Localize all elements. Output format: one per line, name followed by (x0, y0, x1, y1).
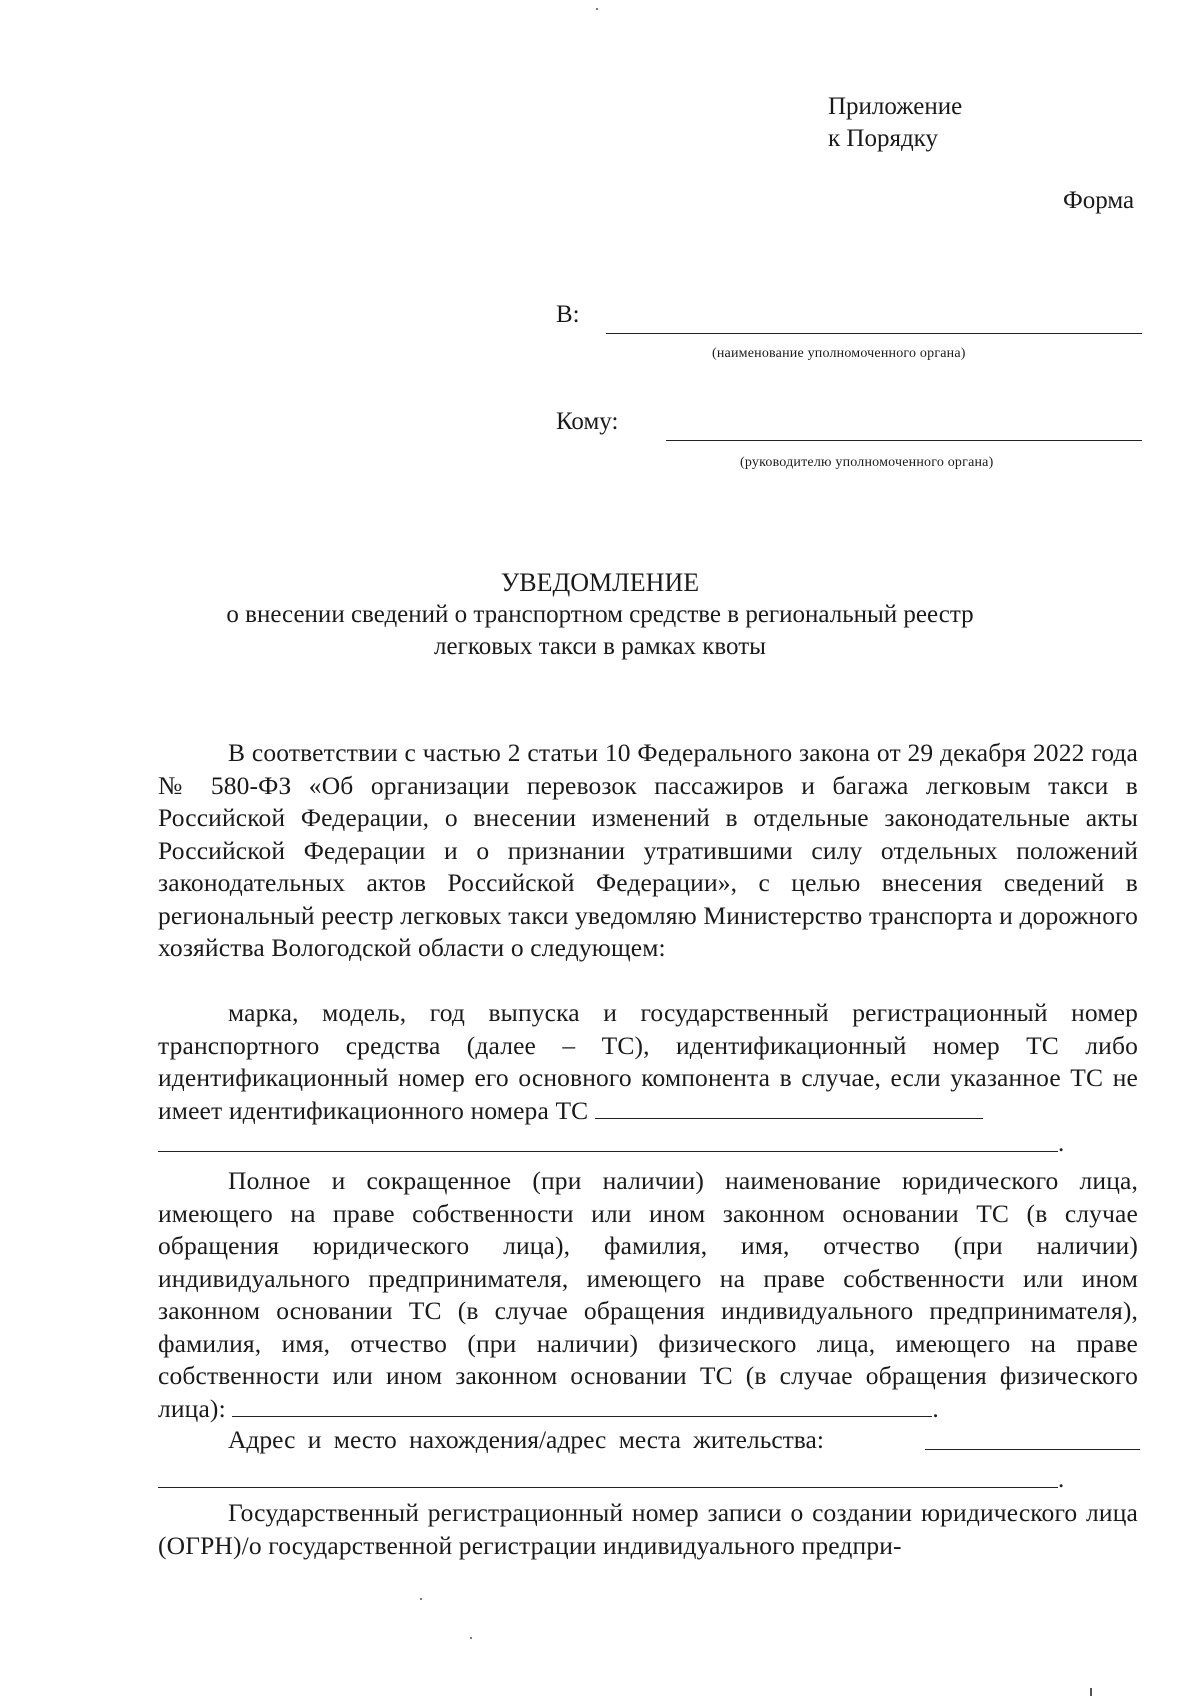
address-label: Адрес и место нахождения/адрес места жительства: (228, 1425, 824, 1454)
scan-speck (420, 1598, 422, 1600)
ogrn-text: Государственный регистрационный номер записи о создании юридического лица (ОГРН)/о государственной регистрации индивидуального предпри- (158, 1498, 1138, 1560)
scan-speck (596, 8, 598, 10)
whom-field-hint: (руководителю уполномоченного органа) (740, 455, 994, 470)
document-title: УВЕДОМЛЕНИЕ (500, 568, 700, 597)
owner-info-field[interactable] (232, 1394, 932, 1417)
address-field-continuation[interactable] (158, 1487, 1058, 1488)
owner-info-end: . (932, 1393, 939, 1423)
appendix-reference: к Порядку (828, 125, 938, 152)
intro-text: В соответствии с частью 2 статьи 10 Федерального закона от 29 декабря 2022 года № 580-ФЗ «Об организации перевозок пассажиров и багажа легковым такси в Российской Федерации, о внесении изменений в отдельные законодательные акты Российской Федерации и о признании утратившими силу отдельных положений законодательных актов Российской Федерации», с целью внесения сведений в региональный реестр легковых такси уведомляю Министерство транспорта и дорожного хозяйства Вологодской области о следующем: (158, 738, 1138, 962)
to-label: В: (556, 301, 580, 328)
whom-label: Кому: (556, 408, 619, 435)
to-field-hint: (наименование уполномоченного органа) (712, 346, 966, 361)
document-subtitle-line1: о внесении сведений о транспортном средстве в региональный реестр (226, 601, 974, 628)
intro-paragraph (158, 737, 1138, 965)
scan-speck (1090, 1688, 1092, 1696)
vehicle-info-end: . (1058, 1130, 1065, 1157)
address-field[interactable] (925, 1449, 1140, 1450)
vehicle-info-field[interactable] (595, 1096, 983, 1119)
scan-speck (470, 1637, 472, 1639)
address-end: . (1058, 1466, 1065, 1493)
vehicle-info-field-continuation[interactable] (158, 1151, 1058, 1152)
to-field-line[interactable] (606, 333, 1142, 334)
ogrn-paragraph (158, 1497, 1138, 1562)
form-label: Форма (1063, 187, 1135, 214)
owner-info-paragraph (158, 1165, 1138, 1425)
appendix-label: Приложение (828, 93, 963, 120)
vehicle-info-text: марка, модель, год выпуска и государственный регистрационный номер транспортного средства (далее – ТС), идентификационный номер ТС либо идентификационный номер его основного компонента в случае, если указанное ТС не имеет идентификационного номера ТС (158, 998, 1138, 1125)
vehicle-info-paragraph (158, 997, 1138, 1127)
owner-info-text: Полное и сокращенное (при наличии) наименование юридического лица, имеющего на праве собственности или ином законном основании ТС (в случае обращения юридического лица), фамилия, имя, отчество (при наличии) индивидуального предпринимателя, имеющего на праве собственности или ином законном основании ТС (в случае обращения индивидуального предпринимателя), фамилия, имя, отчество (при наличии) физического лица, имеющего на праве собственности или ином законном основании ТС (в случае обращения физического лица): (158, 1166, 1138, 1423)
whom-field-line[interactable] (666, 440, 1142, 441)
document-subtitle-line2: легковых такси в рамках квоты (434, 633, 766, 660)
